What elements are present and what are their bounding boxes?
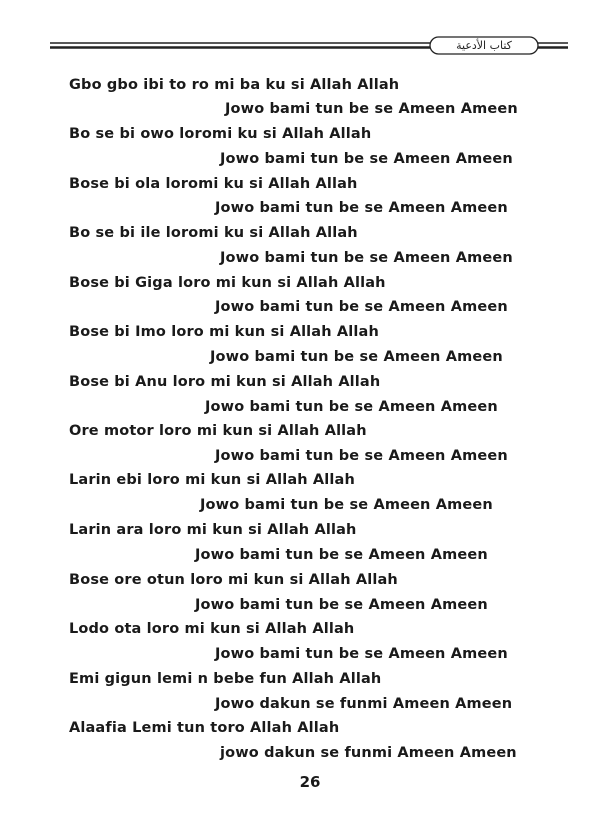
verse-call: Gbo gbo ibi to ro mi ba ku si Allah Allah xyxy=(69,77,400,93)
verse-call: Ore motor loro mi kun si Allah Allah xyxy=(69,423,367,439)
header-title: كتاب الأدعية xyxy=(456,39,512,52)
verse-response: Jowo bami tun be se Ameen Ameen xyxy=(225,101,518,117)
verse-call: Larin ebi loro mi kun si Allah Allah xyxy=(69,472,355,488)
verse-response: Jowo bami tun be se Ameen Ameen xyxy=(200,497,493,513)
verse-call: Bose ore otun loro mi kun si Allah Allah xyxy=(69,572,398,588)
verse-response: Jowo bami tun be se Ameen Ameen xyxy=(215,299,508,315)
verse-response: Jowo bami tun be se Ameen Ameen xyxy=(215,448,508,464)
verse-call: Bose bi Anu loro mi kun si Allah Allah xyxy=(69,374,381,390)
verse-response: Jowo bami tun be se Ameen Ameen xyxy=(215,646,508,662)
page-number: 26 xyxy=(299,773,321,791)
verse-response: jowo dakun se funmi Ameen Ameen xyxy=(220,745,517,761)
verse-response: Jowo bami tun be se Ameen Ameen xyxy=(210,349,503,365)
verse-response: Jowo bami tun be se Ameen Ameen xyxy=(195,547,488,563)
verse-call: Bose bi Imo loro mi kun si Allah Allah xyxy=(69,324,379,340)
verse-call: Emi gigun lemi n bebe fun Allah Allah xyxy=(69,671,382,687)
verse-response: Jowo bami tun be se Ameen Ameen xyxy=(205,399,498,415)
verse-response: Jowo bami tun be se Ameen Ameen xyxy=(215,200,508,216)
verse-response: Jowo dakun se funmi Ameen Ameen xyxy=(215,696,513,712)
verse-call: Bose bi ola loromi ku si Allah Allah xyxy=(69,176,358,192)
verse-response: Jowo bami tun be se Ameen Ameen xyxy=(220,151,513,167)
verse-call: Lodo ota loro mi kun si Allah Allah xyxy=(69,621,355,637)
verse-call: Larin ara loro mi kun si Allah Allah xyxy=(69,522,357,538)
verse-call: Bo se bi ile loromi ku si Allah Allah xyxy=(69,225,358,241)
verse-call: Bo se bi owo loromi ku si Allah Allah xyxy=(69,126,372,142)
page-header xyxy=(0,0,610,60)
verse-call: Bose bi Giga loro mi kun si Allah Allah xyxy=(69,275,386,291)
verse-call: Alaafia Lemi tun toro Allah Allah xyxy=(69,720,340,736)
verse-response: Jowo bami tun be se Ameen Ameen xyxy=(195,597,488,613)
verse-response: Jowo bami tun be se Ameen Ameen xyxy=(220,250,513,266)
